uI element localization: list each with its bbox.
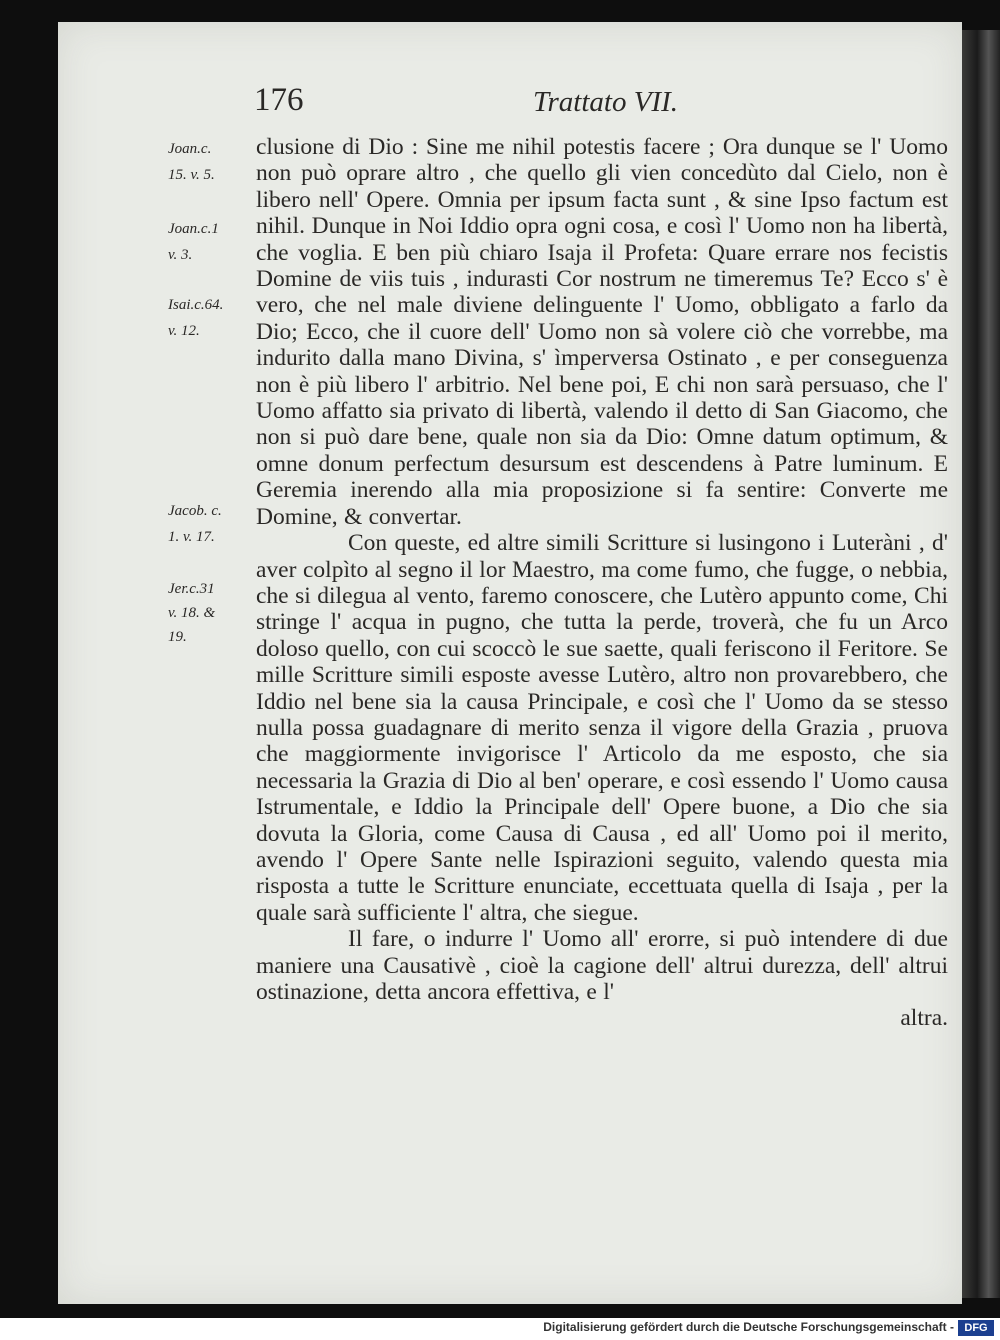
dfg-logo: DFG xyxy=(958,1320,994,1336)
margin-note: v. 18. & xyxy=(168,605,216,621)
margin-note: 19. xyxy=(168,629,187,645)
page-edge xyxy=(962,30,1000,1298)
page-number: 176 xyxy=(254,82,304,118)
margin-note: Jacob. c. xyxy=(168,503,222,519)
digitization-footer xyxy=(0,1318,1000,1340)
margin-note: Jer.c.31 xyxy=(168,581,215,597)
running-title: Trattato VII. xyxy=(532,86,678,118)
margin-note: 15. v. 5. xyxy=(168,167,215,183)
paragraph-end: altra. xyxy=(900,1005,948,1032)
running-head xyxy=(254,82,678,122)
margin-note: Joan.c.1 xyxy=(168,221,219,237)
footer-credit: Digitalisierung gefördert durch die Deutsche Forschungsgemeinschaft - xyxy=(543,1320,954,1334)
body-text xyxy=(256,134,948,1032)
paragraph: Il fare, o indurre l' Uomo all' erorre, si può intendere di due maniere una Causativè , cioè la cagione dell' altrui durezza, dell' altrui ostinazione, detta ancora effettiva, e l' xyxy=(256,926,948,1005)
margin-note: Isai.c.64. xyxy=(168,297,224,313)
margin-note: Joan.c. xyxy=(168,141,212,157)
paragraph: Con queste, ed altre simili Scritture si lusingono i Luteràni , d' aver colpìto al segno il lor Maestro, ma come fumo, che fugge, o nebbia, che si dilegua al vento, faremo conoscere, che Lutèro appunto come, Chi stringe l' acqua in pugno, che tutta la perde, troverà, che fu un Arco doloso quello, con cui scoccò le sue saette, quali feriscono il Feritore. Se mille Scritture simili esposte avesse Lutèro, altro non provarebbero, che Iddio nel bene sia la causa Principale, e così che l' Uomo da se stesso nulla possa guadagnare di merito senza il vigore della Grazia , pruova che maggiormente invigorisce l' Articolo da me esposto, che sia necessaria la Grazia di Dio al ben' operare, e così essendo l' Uomo causa Istrumentale, e Iddio la Principale dell' Opere buone, a Dio che sia dovuta la Gloria, come Causa di Causa , ed all' Uomo poi il merito, avendo l' Opere Sante nelle Ispirazioni seguito, valendo questa mia risposta a tutte le Scritture enunciate, eccettuata quella di Isaja , per la quale sarà sufficiente l' altra, che siegue. xyxy=(256,530,948,926)
margin-note: v. 12. xyxy=(168,323,200,339)
paragraph: clusione di Dio : Sine me nihil potestis facere ; Ora dunque se l' Uomo non può oprare altro , che quello gli vien concedùto dal Cielo, non è libero nell' Opere. Omnia per ipsum facta sunt , & sine Ipso factum est nihil. Dunque in Noi Iddio opra ogni cosa, e così l' Uomo non ha libertà, che voglia. E ben più chiaro Isaja il Profeta: Quare errare nos fecistis Domine de viis tuis , indurasti Cor nostrum ne timeremus Te? Ecco s' è vero, che nel male diviene delinguente l' Uomo, obbligato a farlo da Dio; Ecco, che il cuore dell' Uomo non sà volere ciò che vorrebbe, ma indurito dalla mano Divina, s' ìmperversa Ostinato , e per conseguenza non è più libero l' arbitrio. Nel bene poi, E chi non sarà persuaso, che l' Uomo affatto sia privato di libertà, valendo il detto di San Giacomo, che non si può dare bene, quale non sia da Dio: Omne datum optimum, & omne donum perfectum desursum est descendens à Patre luminum. E Geremia inerendo alla mia proposizione si fa sentire: Converte me Domine, & convertar. xyxy=(256,134,948,530)
margin-note: 1. v. 17. xyxy=(168,529,215,545)
margin-note: v. 3. xyxy=(168,247,193,263)
